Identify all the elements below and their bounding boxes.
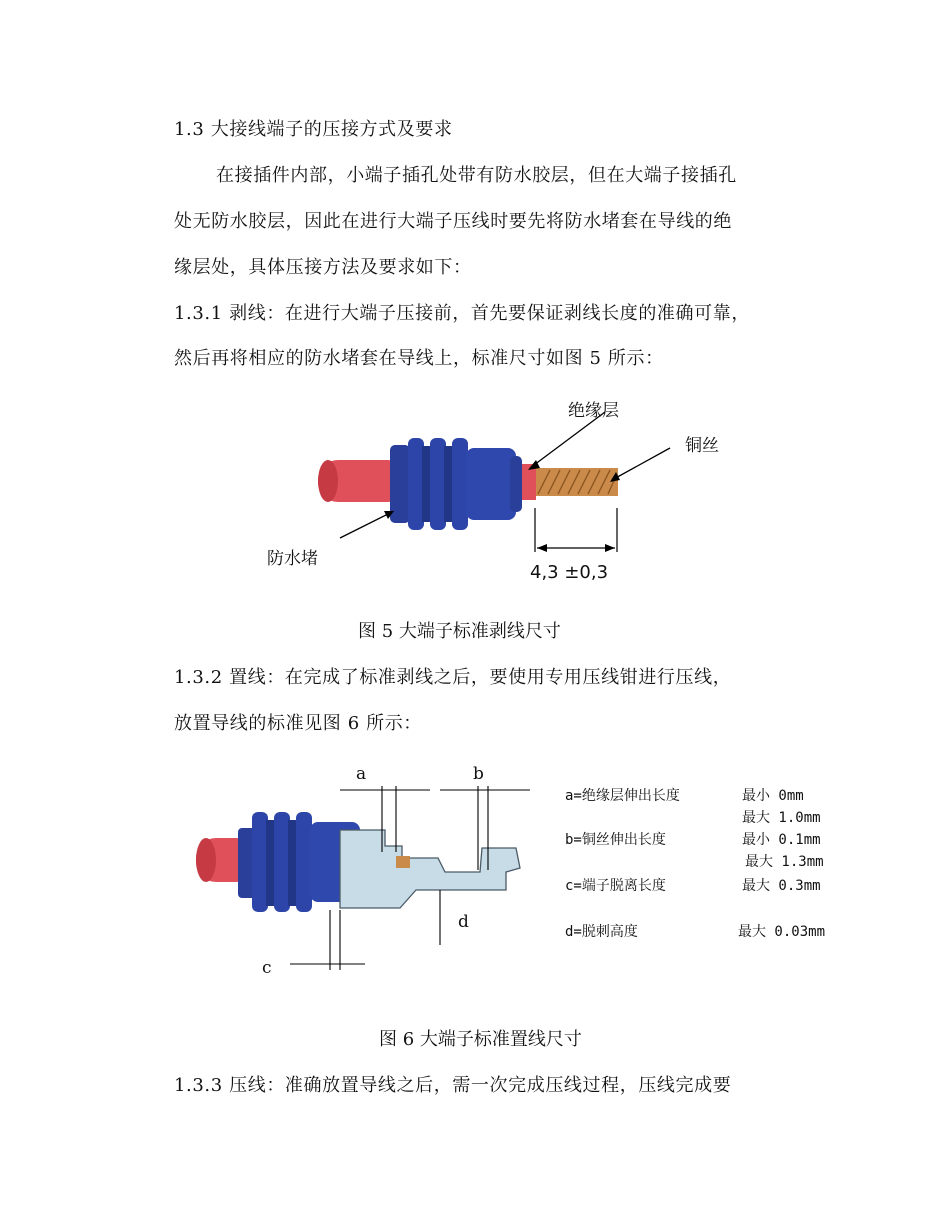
label-insulation: 绝缘层 — [568, 401, 619, 421]
legend-item-d: d=脱刺高度 — [565, 924, 638, 940]
paragraph-line: 缘层处，具体压接方法及要求如下： — [174, 257, 472, 278]
legend-value: 最大 0.03mm — [738, 924, 826, 940]
legend-value: 最小 0.1mm — [742, 832, 821, 848]
label-copper: 铜丝 — [685, 436, 719, 456]
figure-6-caption: 图 6 大端子标准置线尺寸 — [379, 1029, 582, 1050]
dimension-label: 4,3 ±0,3 — [530, 562, 609, 583]
dimension-letter-d: d — [458, 912, 469, 932]
paragraph-line: 1.3.2 置线：在完成了标准剥线之后，要使用专用压线钳进行压线， — [174, 667, 732, 688]
legend-value: 最小 0mm — [742, 788, 804, 804]
paragraph-line: 1.3.3 压线：准确放置导线之后，需一次完成压线过程，压线完成要 — [174, 1075, 732, 1096]
legend-value: 最大 0.3mm — [742, 878, 821, 894]
figure-5-stripping-diagram — [260, 390, 730, 590]
legend-item-b: b=铜丝伸出长度 — [565, 832, 666, 848]
paragraph-line: 处无防水胶层，因此在进行大端子压线时要先将防水堵套在导线的绝 — [174, 211, 732, 232]
dimension-letter-b: b — [473, 764, 484, 784]
paragraph-line: 放置导线的标准见图 6 所示： — [174, 713, 422, 734]
label-plug: 防水堵 — [267, 549, 318, 569]
dimension-letter-a: a — [356, 764, 367, 784]
legend-value: 最大 1.3mm — [745, 854, 824, 870]
figure-6-placement-diagram — [190, 760, 535, 980]
legend-item-a — [565, 787, 680, 805]
section-title: 1.3 大接线端子的压接方式及要求 — [174, 119, 453, 140]
paragraph-line: 然后再将相应的防水堵套在导线上，标准尺寸如图 5 所示： — [174, 348, 664, 369]
terminal — [340, 830, 520, 908]
legend-value: 最大 1.0mm — [742, 810, 821, 826]
legend-item-c: c=端子脱离长度 — [565, 878, 666, 894]
dimension-letter-c: c — [262, 958, 272, 978]
copper-strands — [396, 856, 410, 868]
legend-name: a=绝缘层伸出长度 — [565, 788, 680, 804]
paragraph-line: 在接插件内部，小端子插孔处带有防水胶层，但在大端子接插孔 — [216, 165, 737, 186]
figure-5-caption: 图 5 大端子标准剥线尺寸 — [358, 621, 561, 642]
paragraph-line: 1.3.1 剥线：在进行大端子压接前，首先要保证剥线长度的准确可靠， — [174, 303, 750, 324]
